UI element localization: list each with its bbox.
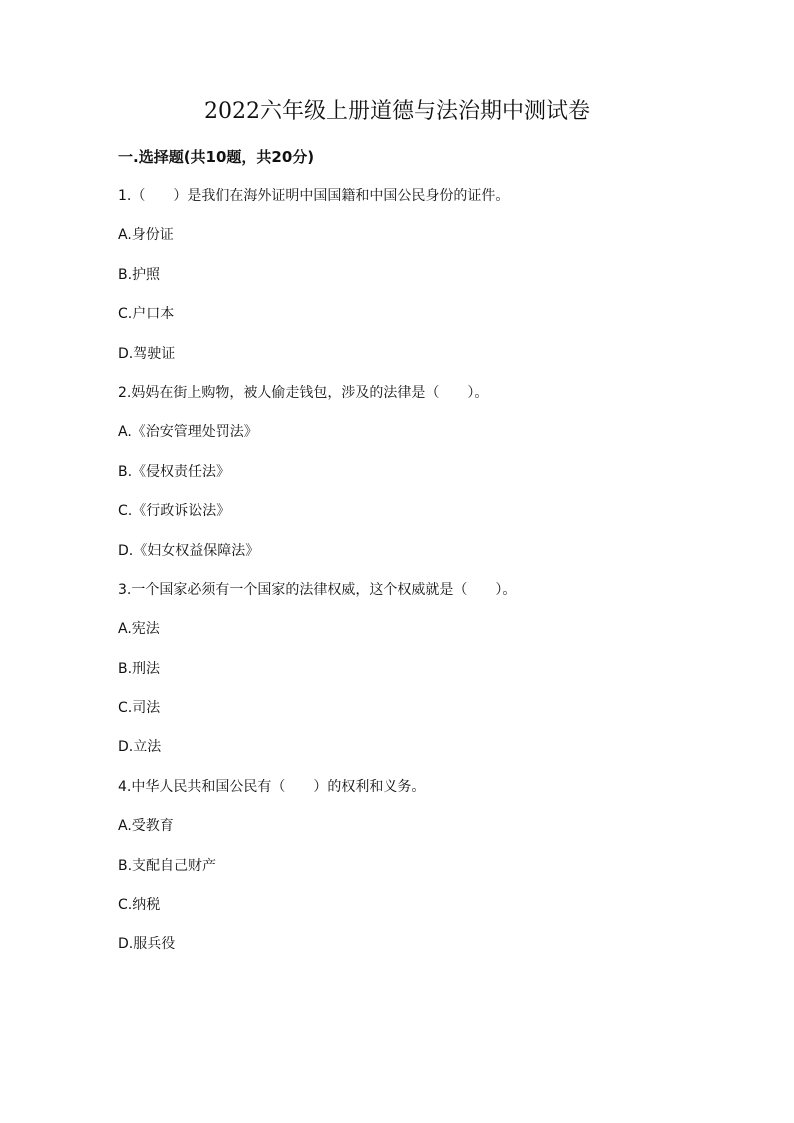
question-3-option-c: C.司法: [118, 700, 161, 717]
question-list: [118, 185, 718, 973]
question-3-option-a: A.宪法: [118, 621, 160, 638]
question-2-option-a: A.《治安管理处罚法》: [118, 424, 258, 441]
question-2-option-b: B.《侵权责任法》: [118, 463, 231, 480]
question-1-option-c: C.户口本: [118, 306, 175, 323]
question-1-option-a: A.身份证: [118, 227, 174, 244]
question-2-stem: 2.妈妈在街上购物，被人偷走钱包，涉及的法律是（ ）。: [118, 384, 489, 401]
question-4-option-d: D.服兵役: [118, 936, 176, 953]
question-4-option-c: C.纳税: [118, 897, 161, 914]
question-4-stem: 4.中华人民共和国公民有（ ）的权利和义务。: [118, 778, 426, 795]
question-4-option-b: B.支配自己财产: [118, 857, 217, 874]
question-3-option-d: D.立法: [118, 739, 162, 756]
question-3-option-b: B.刑法: [118, 660, 161, 677]
question-2-option-c: C.《行政诉讼法》: [118, 503, 231, 520]
page-title: 2022六年级上册道德与法治期中测试卷: [204, 99, 590, 124]
question-1-option-b: B.护照: [118, 266, 161, 283]
section-header: 一.选择题(共10题，共20分): [118, 148, 315, 166]
question-1-stem: 1.（ ）是我们在海外证明中国国籍和中国公民身份的证件。: [118, 188, 510, 204]
question-3-stem: 3.一个国家必须有一个国家的法律权威，这个权威就是（ ）。: [118, 581, 517, 598]
question-2-option-d: D.《妇女权益保障法》: [118, 542, 260, 559]
question-1-option-d: D.驾驶证: [118, 345, 176, 362]
question-4-option-a: A.受教育: [118, 818, 174, 835]
